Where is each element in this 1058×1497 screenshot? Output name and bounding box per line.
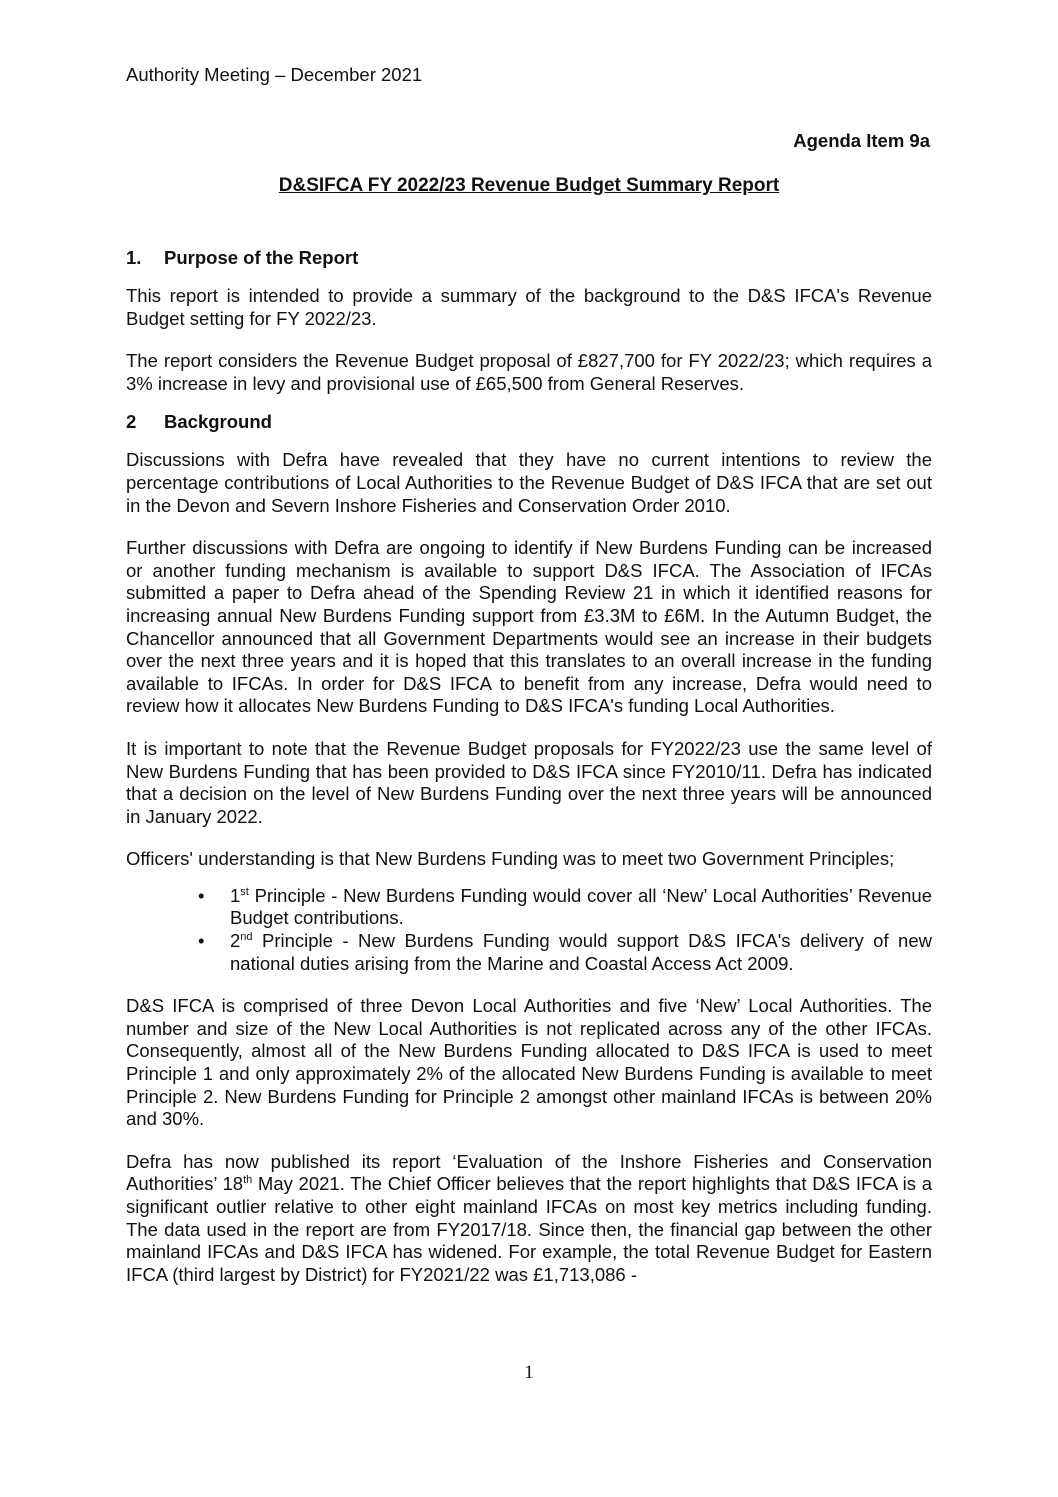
ordinal-suffix: st xyxy=(240,885,249,898)
paragraph: Further discussions with Defra are ongoing to identify if New Burdens Funding can be increased or another funding mechanism is available to support D&S IFCA. The Association of IFCAs submitted a paper to Defra ahead of the Spending Review 21 in which it identified reasons for increasing annual New Burdens Funding support from £3.3M to £6M. In the Autumn Budget, the Chancellor announced that all Government Departments would see an increase in their budgets over the next three years and it is hoped that this translates to an overall increase in the funding available to IFCAs. In order for D&S IFCA to benefit from any increase, Defra would need to review how it allocates New Burdens Funding to D&S IFCA's funding Local Authorities. xyxy=(126,537,932,717)
section-heading-purpose xyxy=(126,247,932,269)
paragraph: D&S IFCA is comprised of three Devon Local Authorities and five ‘New’ Local Authorities. The number and size of the New Local Authorities is not replicated across any of the other IFCAs. Consequently, almost all of the New Burdens Funding allocated to D&S IFCA is used to meet Principle 1 and only approximately 2% of the allocated New Burdens Funding is available to meet Principle 2. New Burdens Funding for Principle 2 amongst other mainland IFCAs is between 20% and 30%. xyxy=(126,995,932,1130)
principle-text: Principle - New Burdens Funding would support D&S IFCA's delivery of new national duties arising from the Marine and Coastal Access Act 2009. xyxy=(230,930,932,974)
principle-text: Principle - New Burdens Funding would cover all ‘New’ Local Authorities’ Revenue Budget contributions. xyxy=(230,884,932,929)
ordinal-suffix: nd xyxy=(240,930,253,943)
list-item xyxy=(196,930,932,975)
list-item xyxy=(196,885,932,930)
paragraph-text: May 2021. The Chief Officer believes that the report highlights that D&S IFCA is a significant outlier relative to other eight mainland IFCAs on most key metrics including funding. The data used in the report are from FY2017/18. Since then, the financial gap between the other mainland IFCAs and D&S IFCA has widened. For example, the total Revenue Budget for Eastern IFCA (third largest by District) for FY2021/22 was £1,713,086 - xyxy=(126,1173,933,1285)
paragraph: Officers' understanding is that New Burdens Funding was to meet two Government Principles; xyxy=(126,848,895,870)
section-title: Purpose of the Report xyxy=(164,247,359,268)
paragraph: It is important to note that the Revenue Budget proposals for FY2022/23 use the same level of New Burdens Funding that has been provided to D&S IFCA since FY2010/11. Defra has indicated that a decision on the level of New Burdens Funding over the next three years will be announced in January 2022. xyxy=(126,737,932,827)
paragraph: Discussions with Defra have revealed that they have no current intentions to review the percentage contributions of Local Authorities to the Revenue Budget of D&S IFCA that are set out in the Devon and Severn Inshore Fisheries and Conservation Order 2010. xyxy=(126,449,932,516)
bullet-icon: • xyxy=(198,930,205,952)
paragraph xyxy=(126,1151,932,1287)
paragraph: This report is intended to provide a summary of the background to the D&S IFCA's Revenue Budget setting for FY 2022/23. xyxy=(126,285,932,329)
paragraph: The report considers the Revenue Budget proposal of £827,700 for FY 2022/23; which requires a 3% increase in levy and provisional use of £65,500 from General Reserves. xyxy=(126,350,932,394)
report-body xyxy=(126,247,932,1306)
section-number: 1. xyxy=(126,247,142,268)
section-number: 2 xyxy=(126,411,137,433)
ordinal-suffix: th xyxy=(243,1174,253,1187)
meeting-header: Authority Meeting – December 2021 xyxy=(126,64,423,85)
principle-number: 1 xyxy=(230,884,241,906)
agenda-item-label: Agenda Item 9a xyxy=(793,130,930,151)
paragraph-text: Defra has now published its report ‘Evaluation of the Inshore Fisheries and Conservation Authorities’ 18 xyxy=(126,1150,932,1195)
section-title: Background xyxy=(164,411,272,433)
principle-number: 2 xyxy=(230,930,241,952)
principles-list xyxy=(126,885,932,975)
bullet-icon: • xyxy=(198,884,205,906)
section-heading-background xyxy=(126,411,932,433)
report-title: D&SIFCA FY 2022/23 Revenue Budget Summary Report xyxy=(278,175,780,196)
page-number: 1 xyxy=(524,1362,534,1383)
